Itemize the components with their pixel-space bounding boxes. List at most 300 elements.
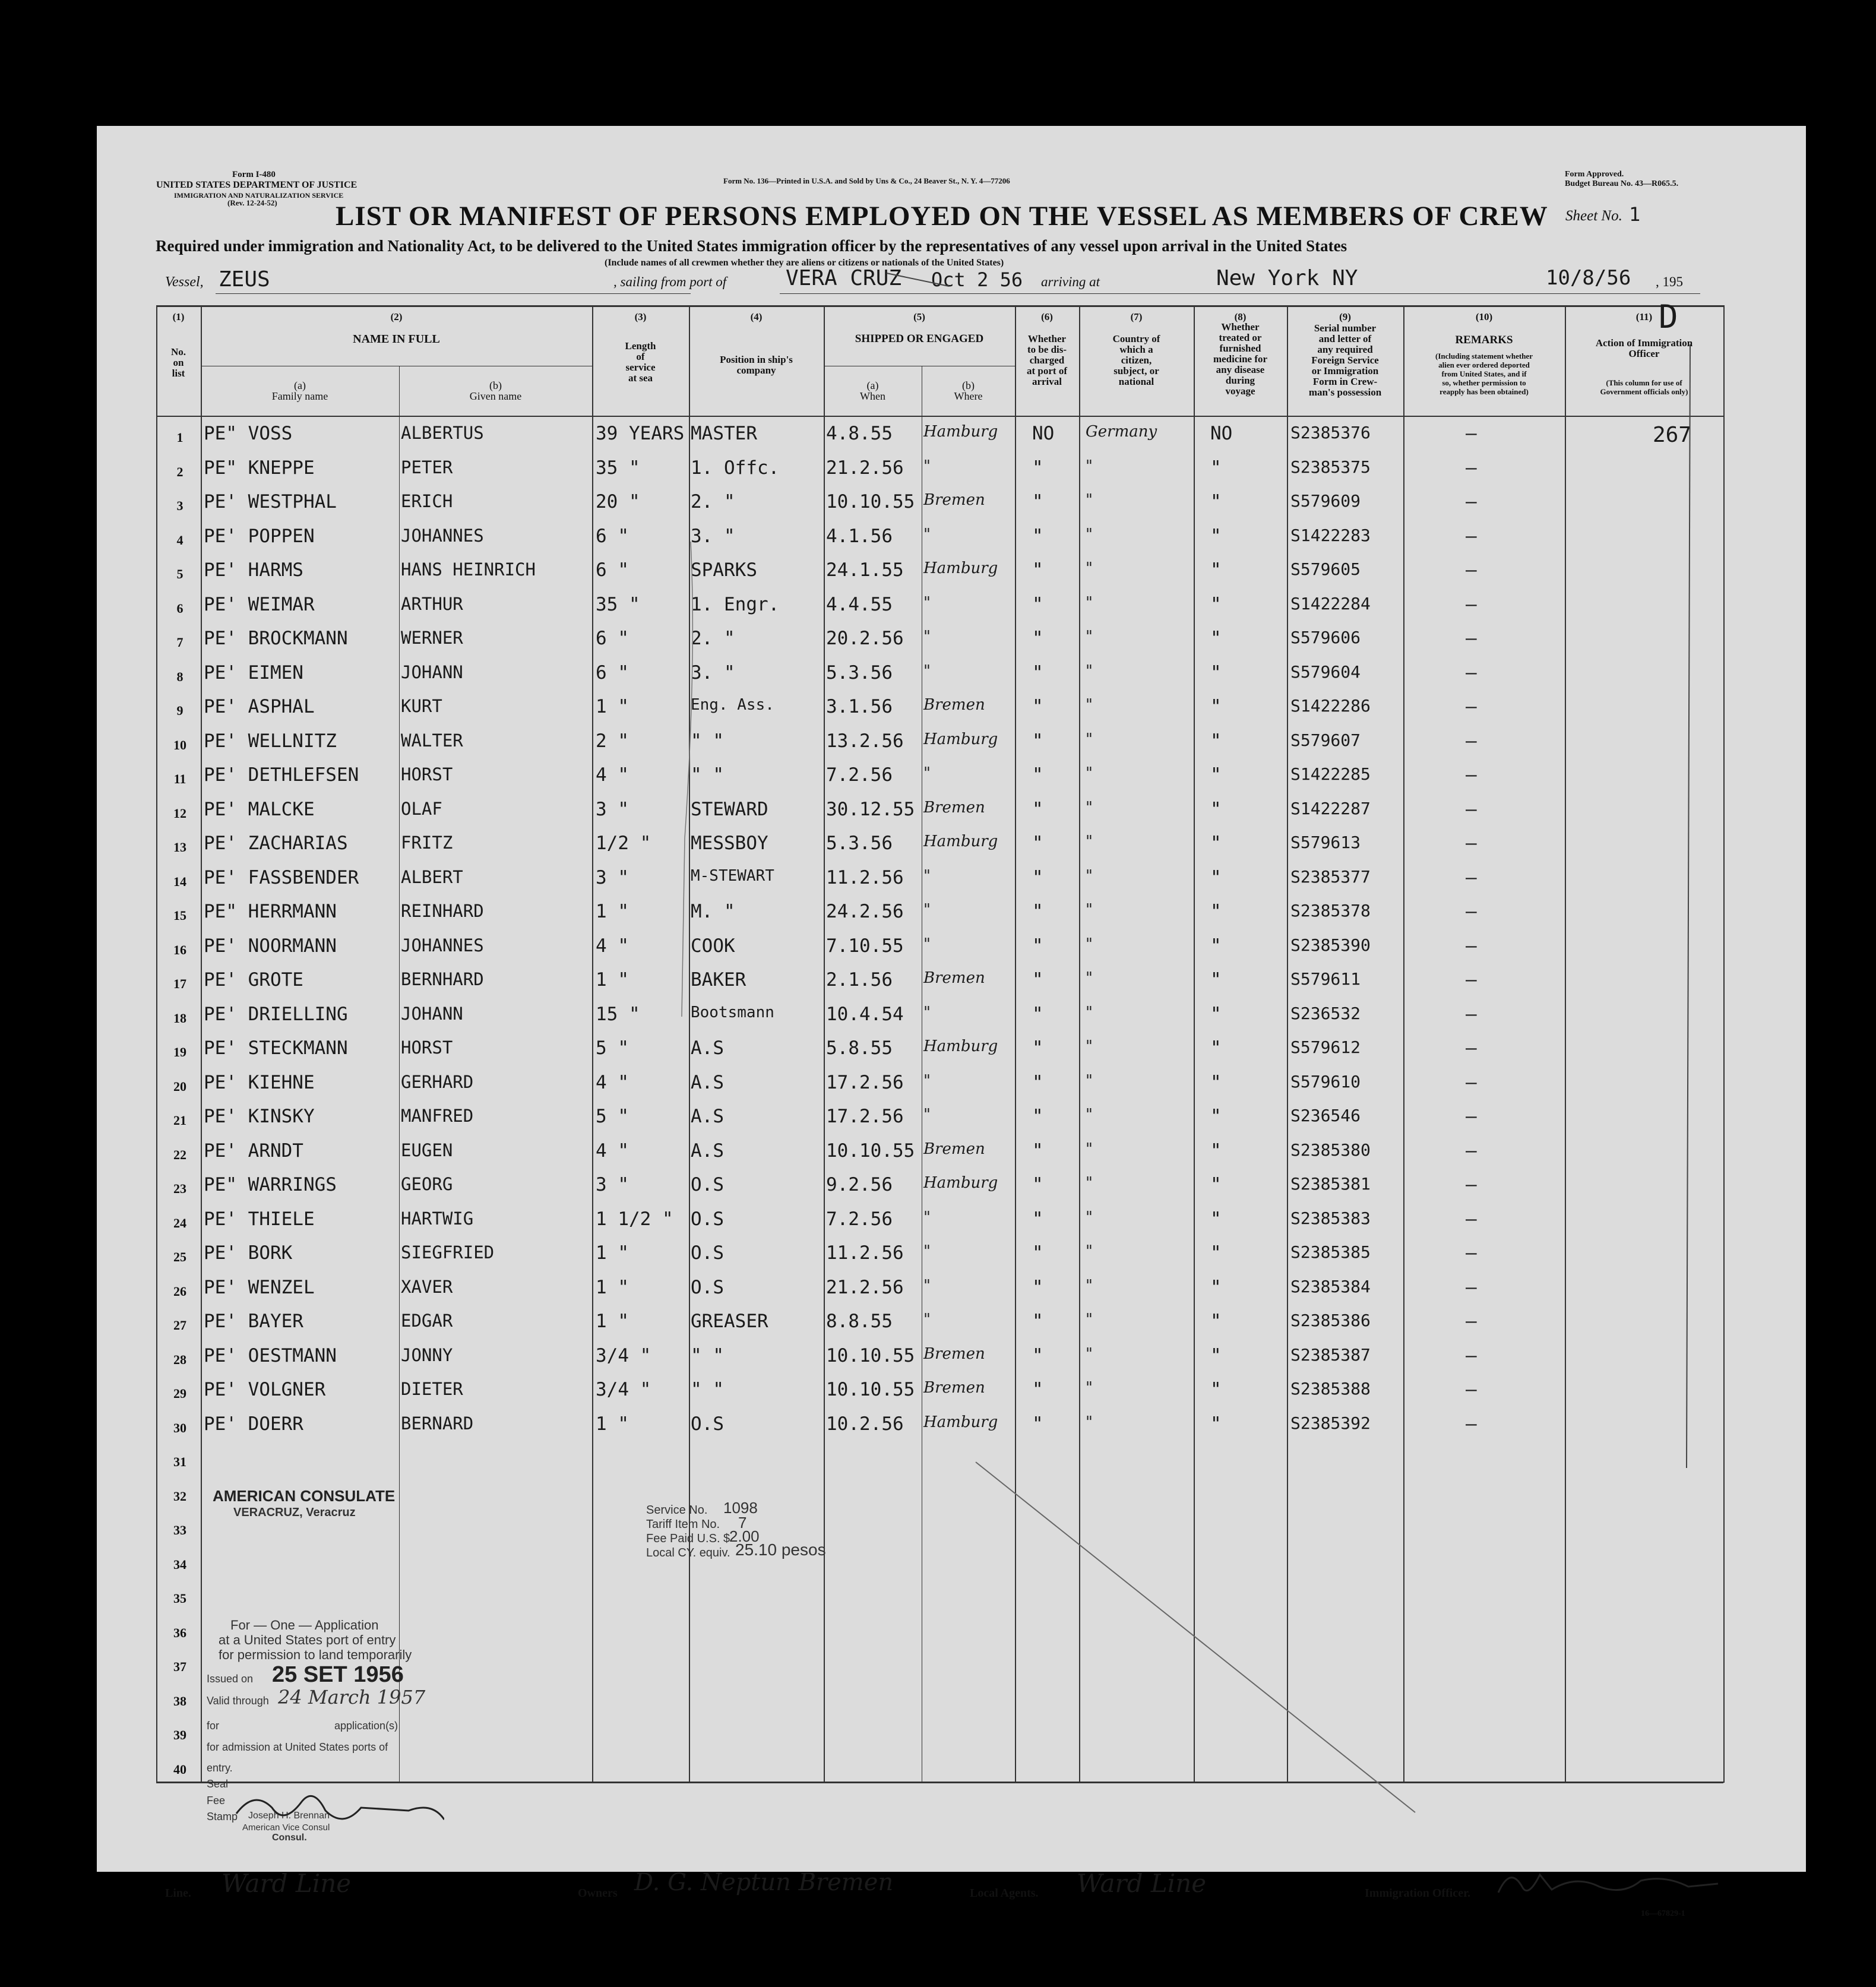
fee-paid: 2.00 [729, 1527, 760, 1545]
position: " " [691, 1344, 724, 1366]
position: COOK [691, 935, 735, 957]
country: " [1086, 491, 1093, 509]
country: " [1086, 730, 1093, 748]
shipped-when: 4.1.56 [826, 525, 893, 547]
row-number: 14 [173, 874, 186, 889]
discharge: " [1032, 969, 1043, 991]
owners-name: D. G. Neptun Bremen [634, 1869, 894, 1896]
country: " [1086, 1276, 1093, 1295]
shipped-where: " [923, 901, 931, 919]
position: MESSBOY [691, 833, 768, 854]
shipped-when: 10.2.56 [826, 1413, 904, 1435]
country: " [1086, 1071, 1093, 1090]
country: " [1086, 833, 1093, 850]
position: 1. Engr. [691, 593, 780, 615]
serial-number: S579609 [1290, 491, 1361, 511]
remarks: — [1466, 662, 1477, 684]
position: M-STEWART [691, 866, 774, 885]
country: " [1086, 798, 1093, 817]
position: O.S [691, 1174, 724, 1195]
length-of-service: 1 " [596, 1276, 629, 1298]
country: " [1086, 559, 1093, 577]
remarks: — [1466, 423, 1477, 444]
col-6-number: (6) [1041, 311, 1053, 322]
serial-number: S1422283 [1290, 525, 1371, 545]
valid-label: Valid through [207, 1695, 269, 1707]
position: GREASER [691, 1311, 768, 1332]
admission-label: for admission at United States ports of [207, 1741, 388, 1753]
given-name: GERHARD [401, 1071, 474, 1092]
given-name: OLAF [401, 798, 442, 819]
shipped-when: 5.3.56 [826, 833, 893, 854]
row-number: 10 [173, 737, 186, 752]
family-name: PE' KINSKY [204, 1106, 315, 1127]
serial-number: S579611 [1290, 969, 1361, 989]
shipped-when: 17.2.56 [826, 1106, 904, 1127]
subtitle: Required under immigration and Nationality Act, to be delivered to the United States immigration officer by the representatives of any vessel upon arrival in the United States [156, 237, 1347, 255]
shipped-where: Hamburg [923, 1413, 998, 1431]
position: A.S [691, 1037, 724, 1059]
country: " [1086, 1242, 1093, 1260]
shipped-when: 13.2.56 [826, 730, 904, 752]
family-name: PE' OESTMANN [204, 1344, 337, 1366]
country: " [1086, 866, 1093, 885]
shipped-where: " [923, 1311, 931, 1328]
col-8-number: (8) [1234, 311, 1247, 322]
position: 2. " [691, 628, 735, 649]
serial-number: S1422287 [1290, 798, 1371, 818]
col-3-number: (3) [634, 311, 647, 322]
medicine: " [1210, 901, 1222, 922]
remarks: — [1466, 798, 1477, 820]
line-name: Ward Line [222, 1869, 352, 1898]
given-name: PETER [401, 457, 453, 477]
remarks: — [1466, 457, 1477, 479]
given-name: JONNY [401, 1344, 453, 1365]
length-of-service: 4 " [596, 764, 629, 786]
country: " [1086, 525, 1093, 543]
row-number: 28 [173, 1352, 186, 1367]
row-number: 8 [176, 669, 184, 684]
discharge: " [1032, 935, 1043, 957]
serial-number: S579613 [1290, 833, 1361, 852]
shipped-where: Bremen [923, 798, 985, 817]
family-name: PE' HARMS [204, 559, 303, 581]
family-name: PE' WENZEL [204, 1276, 315, 1298]
length-of-service: 20 " [596, 491, 640, 512]
row-number: 37 [173, 1659, 186, 1674]
length-of-service: 1 " [596, 696, 629, 717]
discharge: " [1032, 1344, 1043, 1366]
medicine: " [1210, 491, 1222, 512]
shipped-when: 4.8.55 [826, 423, 893, 444]
length-of-service: 1 " [596, 1242, 629, 1264]
shipped-where: " [923, 764, 931, 782]
col-10-number: (10) [1475, 311, 1493, 322]
shipped-where: " [923, 1071, 931, 1090]
shipped-where: Bremen [923, 1344, 985, 1363]
medicine: " [1210, 593, 1222, 615]
given-name: WERNER [401, 628, 463, 648]
medicine: " [1210, 525, 1222, 547]
agents-name: Ward Line [1077, 1869, 1207, 1898]
discharge: " [1032, 901, 1043, 922]
country: " [1086, 696, 1093, 714]
medicine: " [1210, 1311, 1222, 1332]
consul-name: Joseph H. Brennan [248, 1811, 330, 1821]
serial-number: S1422285 [1290, 764, 1371, 784]
shipped-where: Hamburg [923, 423, 998, 441]
serial-number: S2385380 [1290, 1140, 1371, 1160]
valid-date: 24 March 1957 [278, 1686, 426, 1708]
printer-note: Form No. 136—Printed in U.S.A. and Sold by Uns & Co., 24 Beaver St., N. Y. 4—77206 [723, 176, 1010, 185]
position: A.S [691, 1106, 724, 1127]
discharge: " [1032, 559, 1043, 581]
row-number: 39 [173, 1727, 186, 1742]
discharge: " [1032, 1174, 1043, 1195]
shipped-where: Bremen [923, 969, 985, 987]
country: " [1086, 628, 1093, 646]
length-of-service: 3 " [596, 866, 629, 888]
tariff-no: 7 [738, 1514, 747, 1532]
stamp-line-2: at a United States port of entry [219, 1632, 396, 1647]
stamp-title: AMERICAN CONSULATE [213, 1487, 396, 1505]
position: " " [691, 1379, 724, 1400]
remarks: — [1466, 1344, 1477, 1366]
service-name: IMMIGRATION AND NATURALIZATION SERVICE [174, 191, 344, 200]
consul-signature [230, 1784, 444, 1837]
serial-number: S2385381 [1290, 1174, 1371, 1194]
family-name: PE' ARNDT [204, 1140, 303, 1162]
remarks: — [1466, 1106, 1477, 1127]
col-7-header: Country of which a citizen, subject, or national [1112, 333, 1160, 387]
col-8-header: Whether treated or furnished medicine for any disease during voyage [1213, 321, 1268, 397]
medicine: " [1210, 662, 1222, 684]
shipped-when: 7.2.56 [826, 1208, 893, 1230]
serial-number: S2385386 [1290, 1311, 1371, 1330]
given-name: JOHANN [401, 662, 463, 682]
row-number: 30 [173, 1420, 186, 1435]
issued-date: 25 SET 1956 [272, 1662, 404, 1687]
given-name: ALBERTUS [401, 423, 484, 443]
family-name: PE' ASPHAL [204, 696, 315, 717]
agents-label: Local Agents. [970, 1887, 1039, 1900]
row-number: 34 [173, 1556, 186, 1572]
row-number: 5 [176, 567, 184, 581]
remarks: — [1466, 730, 1477, 752]
entry-label: entry. [207, 1762, 233, 1774]
discharge: " [1032, 1311, 1043, 1332]
position: " " [691, 764, 724, 786]
country: " [1086, 1208, 1093, 1226]
discharge: " [1032, 798, 1043, 820]
departure-port: VERA CRUZ [786, 266, 902, 290]
family-name: PE' THIELE [204, 1208, 315, 1230]
form-code: 16—67829-1 [1641, 1909, 1685, 1918]
length-of-service: 3/4 " [596, 1344, 651, 1366]
country: " [1086, 593, 1093, 612]
vessel-name: ZEUS [219, 267, 270, 292]
shipped-when: 24.2.56 [826, 901, 904, 922]
shipped-where: " [923, 1003, 931, 1021]
remarks: — [1466, 1071, 1477, 1093]
medicine: " [1210, 866, 1222, 888]
family-name: PE' EIMEN [204, 662, 303, 684]
application-label: application(s) [334, 1720, 398, 1732]
shipped-where: Bremen [923, 1379, 985, 1397]
family-name: PE' GROTE [204, 969, 303, 991]
given-name: JOHANNES [401, 525, 484, 546]
shipped-when: 10.10.55 [826, 491, 915, 512]
service-no: 1098 [723, 1499, 758, 1517]
length-of-service: 4 " [596, 1140, 629, 1162]
row-number: 27 [173, 1318, 186, 1333]
serial-number: S579612 [1290, 1037, 1361, 1057]
shipped-where: " [923, 935, 931, 953]
col-5a-header: (a) When [860, 379, 885, 402]
country: " [1086, 1106, 1093, 1124]
medicine: " [1210, 1071, 1222, 1093]
local-equiv: 25.10 pesos [735, 1540, 826, 1559]
position: MASTER [691, 423, 757, 444]
length-of-service: 3 " [596, 1174, 629, 1195]
col-10-note: (Including statement whether alien ever ordered deported from United States, and if so, whether permission to reapply has been obtained) [1435, 352, 1533, 396]
length-of-service: 1 " [596, 1311, 629, 1332]
col-10-header: REMARKS [1455, 334, 1513, 346]
shipped-when: 10.10.55 [826, 1379, 915, 1400]
col-5-number: (5) [913, 311, 925, 322]
side-number: 267 [1653, 423, 1692, 447]
length-of-service: 5 " [596, 1106, 629, 1127]
shipped-when: 20.2.56 [826, 628, 904, 649]
shipped-when: 10.10.55 [826, 1344, 915, 1366]
col-11-number: (11) [1635, 311, 1653, 322]
row-number: 11 [173, 771, 186, 786]
discharge: " [1032, 593, 1043, 615]
col-5-header: SHIPPED OR ENGAGED [855, 333, 984, 345]
remarks: — [1466, 593, 1477, 615]
remarks: — [1466, 901, 1477, 922]
serial-number: S2385390 [1290, 935, 1371, 955]
length-of-service: 1/2 " [596, 833, 651, 854]
remarks: — [1466, 833, 1477, 854]
remarks: — [1466, 866, 1477, 888]
family-name: PE' STECKMANN [204, 1037, 348, 1059]
position: Bootsmann [691, 1003, 774, 1021]
row-number: 16 [173, 942, 186, 957]
row-number: 15 [173, 908, 186, 923]
serial-number: S2385383 [1290, 1208, 1371, 1228]
given-name: EUGEN [401, 1140, 453, 1160]
remarks: — [1466, 1174, 1477, 1195]
consulate-stamp [207, 1487, 826, 1843]
serial-number: S1422284 [1290, 593, 1371, 613]
family-name: PE' DETHLEFSEN [204, 764, 359, 786]
serial-number: S579605 [1290, 559, 1361, 579]
sheet-label: Sheet No. [1565, 208, 1622, 224]
medicine: " [1210, 764, 1222, 786]
shipped-where: " [923, 662, 931, 680]
revision-date: (Rev. 12-24-52) [227, 198, 277, 207]
discharge: " [1032, 696, 1043, 717]
family-name: PE' POPPEN [204, 525, 315, 547]
family-name: PE' BROCKMANN [204, 628, 348, 649]
length-of-service: 6 " [596, 662, 629, 684]
medicine: " [1210, 1037, 1222, 1059]
shipped-where: Bremen [923, 696, 985, 714]
medicine: NO [1210, 423, 1233, 444]
country: " [1086, 935, 1093, 953]
row-number: 31 [173, 1454, 186, 1469]
serial-number: S579604 [1290, 662, 1361, 682]
serial-number: S2385387 [1290, 1344, 1371, 1365]
remarks: — [1466, 491, 1477, 512]
medicine: " [1210, 935, 1222, 957]
position: O.S [691, 1276, 724, 1298]
family-name: PE' DOERR [204, 1413, 303, 1435]
remarks: — [1466, 696, 1477, 717]
col-4-number: (4) [750, 311, 763, 322]
family-name: PE' FASSBENDER [204, 866, 359, 888]
medicine: " [1210, 628, 1222, 649]
family-name: PE' MALCKE [204, 798, 315, 820]
medicine: " [1210, 1413, 1222, 1435]
col-6-header: Whether to be dis- charged at port of arrival [1027, 333, 1067, 387]
discharge: " [1032, 457, 1043, 479]
col-1-number: (1) [172, 311, 185, 322]
discharge: " [1032, 628, 1043, 649]
col-7-number: (7) [1130, 311, 1143, 322]
position: STEWARD [691, 798, 768, 820]
serial-number: S236546 [1290, 1106, 1361, 1125]
given-name: HORST [401, 764, 453, 784]
col-2a-header: (a) Family name [271, 379, 328, 402]
row-number: 32 [173, 1488, 186, 1504]
discharge: " [1032, 491, 1043, 512]
length-of-service: 39 YEARS [596, 423, 685, 444]
position: O.S [691, 1413, 724, 1435]
given-name: SIEGFRIED [401, 1242, 495, 1263]
length-of-service: 4 " [596, 935, 629, 957]
country: " [1086, 1174, 1093, 1192]
family-name: PE' WESTPHAL [204, 491, 337, 512]
medicine: " [1210, 798, 1222, 820]
remarks: — [1466, 1140, 1477, 1162]
family-name: PE" HERRMANN [204, 901, 337, 922]
discharge: " [1032, 1413, 1043, 1435]
vessel-label: Vessel, [165, 274, 204, 290]
remarks: — [1466, 935, 1477, 957]
for-label: for [207, 1720, 220, 1732]
country: " [1086, 1140, 1093, 1158]
shipped-where: Hamburg [923, 559, 998, 577]
position: 3. " [691, 525, 735, 547]
given-name: FRITZ [401, 833, 453, 853]
length-of-service: 1 " [596, 969, 629, 991]
position: Eng. Ass. [691, 696, 774, 714]
discharge: " [1032, 1379, 1043, 1400]
given-name: BERNHARD [401, 969, 484, 989]
row-number: 40 [173, 1761, 186, 1777]
shipped-where: Hamburg [923, 730, 998, 748]
given-name: MANFRED [401, 1106, 474, 1126]
position: M. " [691, 901, 735, 922]
serial-number: S1422286 [1290, 696, 1371, 716]
serial-number: S2385384 [1290, 1276, 1371, 1296]
row-number: 24 [173, 1215, 186, 1230]
discharge: " [1032, 1037, 1043, 1059]
remarks: — [1466, 1003, 1477, 1025]
position: 3. " [691, 662, 735, 684]
shipped-when: 11.2.56 [826, 1242, 904, 1264]
row-number: 3 [176, 498, 184, 513]
given-name: ARTHUR [401, 593, 463, 614]
row-number: 6 [176, 600, 184, 616]
medicine: " [1210, 1003, 1222, 1025]
position: O.S [691, 1242, 724, 1264]
officer-label: Immigration Officer. [1365, 1887, 1471, 1900]
officer-signature [1486, 1863, 1724, 1904]
country: " [1086, 457, 1093, 475]
serial-number: S579610 [1290, 1071, 1361, 1091]
medicine: " [1210, 1276, 1222, 1298]
medicine: " [1210, 1242, 1222, 1264]
medicine: " [1210, 559, 1222, 581]
col-11-note: (This column for use of Government officials only) [1600, 378, 1688, 396]
shipped-when: 8.8.55 [826, 1311, 893, 1332]
discharge: " [1032, 866, 1043, 888]
shipped-when: 5.3.56 [826, 662, 893, 684]
shipped-when: 9.2.56 [826, 1174, 893, 1195]
form-approved: Form Approved. [1565, 170, 1624, 179]
col-4-header: Position in ship's company [720, 354, 793, 376]
service-label: Service No. [646, 1504, 708, 1517]
stamp-line-1: For — One — Application [230, 1618, 379, 1632]
arriving-label: arriving at [1041, 274, 1100, 289]
discharge: " [1032, 1106, 1043, 1127]
given-name: HARTWIG [401, 1208, 474, 1229]
country: " [1086, 1037, 1093, 1055]
shipped-when: 3.1.56 [826, 696, 893, 717]
col-1-header: No. on list [170, 346, 186, 379]
position: A.S [691, 1071, 724, 1093]
length-of-service: 1 " [596, 1413, 629, 1435]
serial-number: S2385385 [1290, 1242, 1371, 1262]
position: A.S [691, 1140, 724, 1162]
row-number: 18 [173, 1010, 186, 1026]
shipped-when: 7.2.56 [826, 764, 893, 786]
serial-number: S579607 [1290, 730, 1361, 750]
length-of-service: 15 " [596, 1003, 640, 1025]
discharge: NO [1032, 423, 1055, 444]
country: " [1086, 1344, 1093, 1363]
remarks: — [1466, 969, 1477, 991]
shipped-where: " [923, 593, 931, 612]
length-of-service: 6 " [596, 559, 629, 581]
line-label: Line. [165, 1887, 191, 1900]
page-title: LIST OR MANIFEST OF PERSONS EMPLOYED ON THE VESSEL AS MEMBERS OF CREW [336, 201, 1548, 232]
length-of-service: 3 " [596, 798, 629, 820]
medicine: " [1210, 1174, 1222, 1195]
given-name: EDGAR [401, 1311, 453, 1331]
discharge: " [1032, 833, 1043, 854]
row-number: 12 [173, 805, 186, 821]
family-name: PE' NOORMANN [204, 935, 337, 957]
shipped-where: " [923, 525, 931, 543]
col-2-number: (2) [390, 311, 403, 322]
serial-number: S236532 [1290, 1003, 1361, 1023]
family-name: PE' BAYER [204, 1311, 303, 1332]
